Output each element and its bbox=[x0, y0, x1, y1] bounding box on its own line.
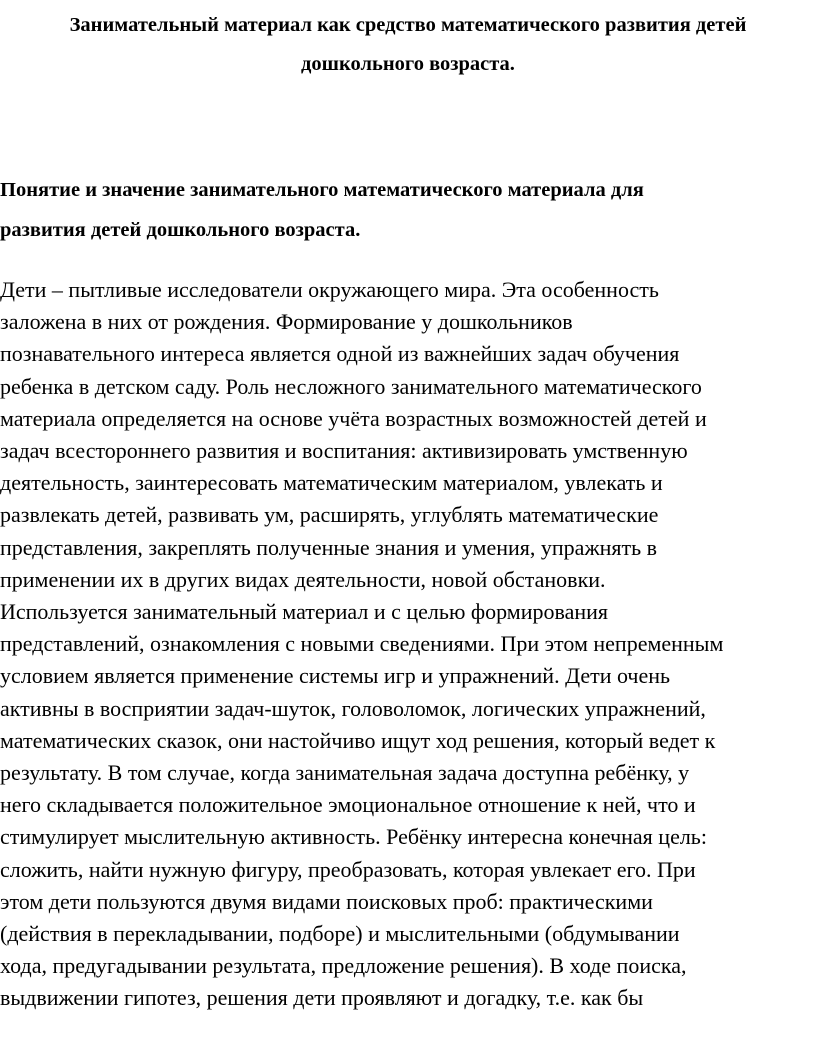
paragraph-line: хода, предугадывании результата, предложение решения). В ходе поиска, bbox=[0, 953, 687, 979]
paragraph-line: результату. В том случае, когда занимательная задача доступна ребёнку, у bbox=[0, 760, 690, 786]
title-line: Занимательный материал как средство математического развития детей bbox=[69, 14, 747, 36]
paragraph-line: материала определяется на основе учёта возрастных возможностей детей и bbox=[0, 405, 707, 431]
paragraph-line: сложить, найти нужную фигуру, преобразовать, которая увлекает его. При bbox=[0, 856, 696, 882]
title-line: дошкольного возраста. bbox=[301, 53, 515, 75]
paragraph-line: применении их в других видах деятельности, новой обстановки. bbox=[0, 566, 606, 592]
paragraph-line: познавательного интереса является одной из важнейших задач обучения bbox=[0, 341, 680, 367]
paragraph-line: деятельность, заинтересовать математическим материалом, увлекать и bbox=[0, 470, 663, 496]
paragraph-line: этом дети пользуются двумя видами поисковых проб: практическими bbox=[0, 888, 653, 914]
section-heading bbox=[0, 170, 816, 250]
paragraph-line: стимулирует мыслительную активность. Ребёнку интересна конечная цель: bbox=[0, 824, 707, 850]
paragraph-line: представлений, ознакомления с новыми сведениями. При этом непременным bbox=[0, 631, 724, 657]
section-heading-line: Понятие и значение занимательного математического материала для bbox=[0, 179, 644, 201]
paragraph-line: ребенка в детском саду. Роль несложного занимательного математического bbox=[0, 373, 702, 399]
paragraph-line: условием является применение системы игр и упражнений. Дети очень bbox=[0, 663, 671, 689]
paragraph-line: (действия в перекладывании, подборе) и мыслительными (обдумывании bbox=[0, 921, 680, 947]
paragraph-line: заложена в них от рождения. Формирование у дошкольников bbox=[0, 309, 573, 335]
paragraph-line: активны в восприятии задач-шуток, головоломок, логических упражнений, bbox=[0, 695, 706, 721]
paragraph-line: развлекать детей, развивать ум, расширять, углублять математические bbox=[0, 502, 659, 528]
body-paragraph bbox=[0, 274, 812, 1015]
paragraph-line: задач всестороннего развития и воспитания: активизировать умственную bbox=[0, 438, 688, 464]
paragraph-line: Дети – пытливые исследователи окружающего мира. Эта особенность bbox=[0, 277, 659, 302]
paragraph-line: него складывается положительное эмоциональное отношение к ней, что и bbox=[0, 792, 696, 818]
paragraph-line: представления, закреплять полученные знания и умения, упражнять в bbox=[0, 534, 658, 560]
document-title bbox=[0, 6, 816, 84]
section-heading-line: развития детей дошкольного возраста. bbox=[0, 219, 361, 241]
paragraph-line: выдвижении гипотез, решения дети проявляют и догадку, т.е. как бы bbox=[0, 985, 644, 1011]
paragraph-line: математических сказок, они настойчиво ищут ход решения, который ведет к bbox=[0, 727, 716, 753]
paragraph-line: Используется занимательный материал и с целью формирования bbox=[0, 599, 609, 625]
